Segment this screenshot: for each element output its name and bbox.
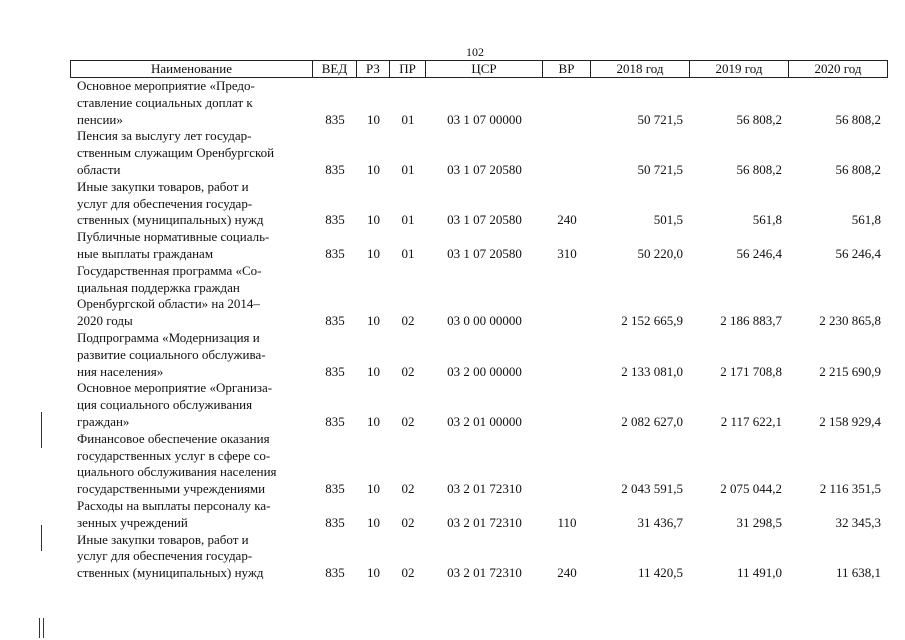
header-pr: ПР bbox=[389, 61, 425, 77]
cell-csr: 03 2 01 72310 bbox=[447, 481, 522, 497]
cell-name-line: Оренбургской области» на 2014– bbox=[77, 296, 260, 312]
cell-pr: 02 bbox=[401, 481, 415, 497]
cell-name bbox=[77, 179, 309, 229]
cell-name-line: Финансовое обеспечение оказания bbox=[77, 430, 270, 446]
table-row bbox=[0, 229, 905, 263]
cell-2018: 50 721,5 bbox=[637, 161, 683, 177]
cell-pr: 01 bbox=[401, 245, 415, 261]
cell-ved: 835 bbox=[325, 363, 345, 379]
table-row bbox=[0, 128, 905, 178]
cell-2018: 501,5 bbox=[653, 212, 683, 228]
cell-ved: 835 bbox=[325, 212, 345, 228]
cell-ved: 835 bbox=[325, 161, 345, 177]
table-row bbox=[0, 431, 905, 498]
header-name: Наименование bbox=[70, 61, 312, 77]
table-row bbox=[0, 330, 905, 380]
cell-vr: 240 bbox=[557, 212, 577, 228]
cell-name bbox=[77, 78, 309, 128]
cell-name bbox=[77, 498, 309, 532]
cell-2018: 50 220,0 bbox=[637, 245, 683, 261]
cell-rz: 10 bbox=[367, 413, 380, 429]
cell-2020: 56 808,2 bbox=[835, 161, 881, 177]
cell-2020: 2 230 865,8 bbox=[819, 313, 881, 329]
header-rz: РЗ bbox=[356, 61, 389, 77]
cell-name bbox=[77, 532, 309, 582]
cell-name-line: пенсии» bbox=[77, 111, 123, 127]
cell-vr: 310 bbox=[557, 245, 577, 261]
cell-name-line: циального обслуживания населения bbox=[77, 464, 277, 480]
cell-name-line: Основное мероприятие «Организа- bbox=[77, 380, 273, 396]
cell-2020: 32 345,3 bbox=[835, 514, 881, 530]
cell-name-line: граждан» bbox=[77, 413, 130, 429]
cell-name-line: ция социального обслуживания bbox=[77, 397, 253, 413]
cell-2018: 31 436,7 bbox=[637, 514, 683, 530]
table-header bbox=[70, 60, 888, 78]
cell-name-line: циальная поддержка граждан bbox=[77, 279, 240, 295]
header-2018: 2018 год bbox=[590, 61, 689, 77]
cell-name-line: Иные закупки товаров, работ и bbox=[77, 531, 249, 547]
cell-2020: 11 638,1 bbox=[835, 565, 881, 581]
cell-2019: 2 186 883,7 bbox=[720, 313, 782, 329]
scan-margin-mark bbox=[43, 618, 44, 638]
cell-2018: 2 133 081,0 bbox=[621, 363, 683, 379]
cell-name-line: услуг для обеспечения государ- bbox=[77, 195, 253, 211]
cell-ved: 835 bbox=[325, 514, 345, 530]
cell-name-line: ния населения» bbox=[77, 363, 164, 379]
cell-2018: 2 082 627,0 bbox=[621, 413, 683, 429]
cell-2020: 2 116 351,5 bbox=[819, 481, 881, 497]
cell-rz: 10 bbox=[367, 111, 380, 127]
cell-name bbox=[77, 128, 309, 178]
cell-vr: 240 bbox=[557, 565, 577, 581]
table-row bbox=[0, 532, 905, 582]
cell-name-line: ственных (муниципальных) нужд bbox=[77, 565, 264, 581]
cell-pr: 01 bbox=[401, 111, 415, 127]
cell-2020: 56 246,4 bbox=[835, 245, 881, 261]
cell-name bbox=[77, 380, 309, 430]
cell-name-line: Подпрограмма «Модернизация и bbox=[77, 330, 260, 345]
cell-2019: 11 491,0 bbox=[736, 565, 782, 581]
cell-csr: 03 2 01 72310 bbox=[447, 565, 522, 581]
table-row bbox=[0, 179, 905, 229]
scan-margin-mark bbox=[39, 618, 40, 638]
cell-name-line: ственным служащим Оренбургской bbox=[77, 145, 275, 161]
cell-csr: 03 1 07 20580 bbox=[447, 245, 522, 261]
scan-margin-mark bbox=[41, 412, 42, 448]
cell-csr: 03 1 07 20580 bbox=[447, 212, 522, 228]
cell-name-line: ные выплаты гражданам bbox=[77, 245, 214, 261]
header-2019: 2019 год bbox=[689, 61, 788, 77]
cell-vr: 110 bbox=[557, 514, 577, 530]
cell-csr: 03 2 01 00000 bbox=[447, 413, 522, 429]
cell-rz: 10 bbox=[367, 161, 380, 177]
cell-name-line: ставление социальных доплат к bbox=[77, 94, 253, 110]
cell-name-line: Расходы на выплаты персоналу ка- bbox=[77, 498, 271, 513]
header-2020: 2020 год bbox=[788, 61, 888, 77]
cell-name-line: услуг для обеспечения государ- bbox=[77, 548, 253, 564]
scan-margin-mark bbox=[41, 525, 42, 551]
cell-pr: 02 bbox=[401, 514, 415, 530]
cell-csr: 03 1 07 00000 bbox=[447, 111, 522, 127]
cell-rz: 10 bbox=[367, 212, 380, 228]
cell-csr: 03 1 07 20580 bbox=[447, 161, 522, 177]
cell-2019: 561,8 bbox=[752, 212, 782, 228]
table-row bbox=[0, 263, 905, 330]
cell-name-line: государственных услуг в сфере со- bbox=[77, 447, 271, 463]
cell-2018: 2 043 591,5 bbox=[621, 481, 683, 497]
cell-ved: 835 bbox=[325, 313, 345, 329]
cell-name bbox=[77, 229, 309, 263]
cell-2018: 11 420,5 bbox=[637, 565, 683, 581]
cell-rz: 10 bbox=[367, 245, 380, 261]
table-row bbox=[0, 78, 905, 128]
cell-rz: 10 bbox=[367, 313, 380, 329]
cell-2018: 2 152 665,9 bbox=[621, 313, 683, 329]
cell-name-line: развитие социального обслужива- bbox=[77, 346, 266, 362]
cell-name-line: зенных учреждений bbox=[77, 514, 188, 530]
cell-name-line: области bbox=[77, 161, 121, 177]
cell-name-line: ственных (муниципальных) нужд bbox=[77, 212, 264, 228]
cell-2018: 50 721,5 bbox=[637, 111, 683, 127]
cell-2020: 2 215 690,9 bbox=[819, 363, 881, 379]
cell-ved: 835 bbox=[325, 245, 345, 261]
cell-csr: 03 2 01 72310 bbox=[447, 514, 522, 530]
cell-ved: 835 bbox=[325, 565, 345, 581]
cell-ved: 835 bbox=[325, 111, 345, 127]
cell-rz: 10 bbox=[367, 363, 380, 379]
cell-pr: 02 bbox=[401, 313, 415, 329]
page-number: 102 bbox=[466, 45, 484, 59]
cell-pr: 01 bbox=[401, 212, 415, 228]
cell-name-line: государственными учреждениями bbox=[77, 481, 266, 497]
cell-name-line: Публичные нормативные социаль- bbox=[77, 229, 270, 245]
cell-rz: 10 bbox=[367, 514, 380, 530]
cell-2019: 56 808,2 bbox=[736, 161, 782, 177]
cell-2020: 2 158 929,4 bbox=[819, 413, 881, 429]
header-vr: ВР bbox=[542, 61, 590, 77]
cell-csr: 03 2 00 00000 bbox=[447, 363, 522, 379]
cell-name bbox=[77, 263, 309, 330]
cell-rz: 10 bbox=[367, 481, 380, 497]
cell-2019: 56 246,4 bbox=[736, 245, 782, 261]
header-ved: ВЕД bbox=[312, 61, 356, 77]
cell-pr: 02 bbox=[401, 413, 415, 429]
cell-2019: 2 117 622,1 bbox=[720, 413, 782, 429]
cell-2019: 56 808,2 bbox=[736, 111, 782, 127]
cell-2019: 2 075 044,2 bbox=[720, 481, 782, 497]
table-row bbox=[0, 380, 905, 430]
cell-2020: 561,8 bbox=[851, 212, 881, 228]
cell-name-line: Иные закупки товаров, работ и bbox=[77, 178, 249, 194]
table-row bbox=[0, 498, 905, 532]
header-csr: ЦСР bbox=[425, 61, 542, 77]
cell-pr: 02 bbox=[401, 565, 415, 581]
cell-pr: 02 bbox=[401, 363, 415, 379]
cell-name-line: 2020 годы bbox=[77, 313, 133, 329]
cell-pr: 01 bbox=[401, 161, 415, 177]
cell-ved: 835 bbox=[325, 481, 345, 497]
cell-name-line: Государственная программа «Со- bbox=[77, 262, 262, 278]
cell-2020: 56 808,2 bbox=[835, 111, 881, 127]
cell-name-line: Пенсия за выслугу лет государ- bbox=[77, 128, 252, 144]
cell-2019: 31 298,5 bbox=[736, 514, 782, 530]
cell-rz: 10 bbox=[367, 565, 380, 581]
cell-csr: 03 0 00 00000 bbox=[447, 313, 522, 329]
cell-name bbox=[77, 431, 309, 498]
cell-ved: 835 bbox=[325, 413, 345, 429]
cell-2019: 2 171 708,8 bbox=[720, 363, 782, 379]
cell-name-line: Основное мероприятие «Предо- bbox=[77, 78, 255, 93]
cell-name bbox=[77, 330, 309, 380]
